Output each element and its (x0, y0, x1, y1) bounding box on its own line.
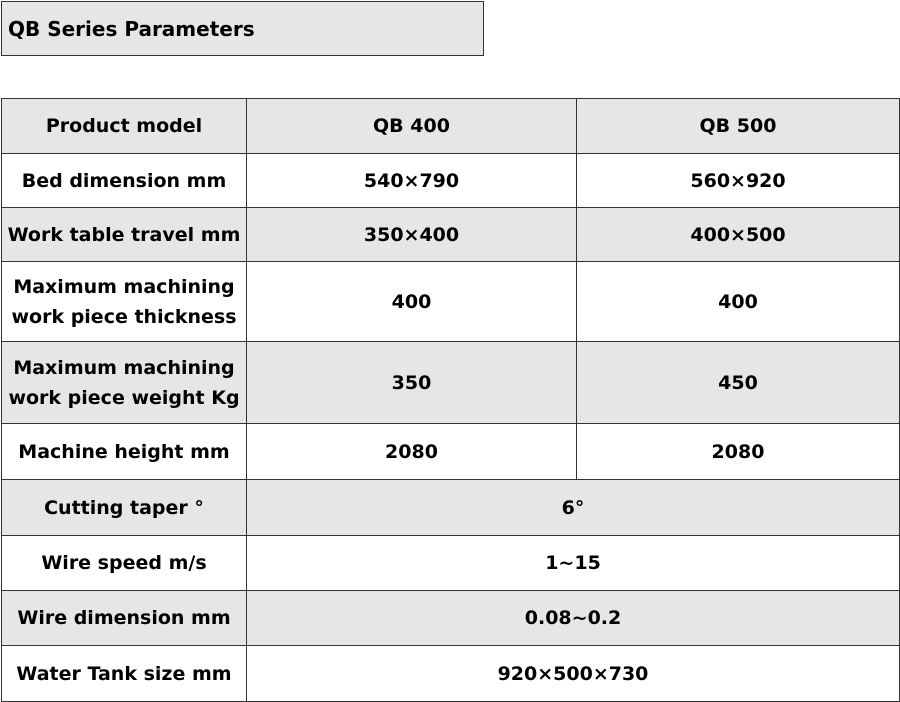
row-value-qb500: 560×920 (577, 154, 900, 208)
row-value-qb400: 400 (247, 262, 577, 342)
row-label: Wire dimension mm (2, 591, 247, 646)
row-value-qb400: 2080 (247, 424, 577, 480)
row-value-qb500: 400×500 (577, 208, 900, 262)
row-value-shared: 6° (247, 480, 900, 536)
row-label: Water Tank size mm (2, 646, 247, 702)
row-value-shared: 920×500×730 (247, 646, 900, 702)
table-header-row (2, 99, 900, 154)
parameters-table (1, 98, 900, 702)
row-value-qb400: 350 (247, 342, 577, 424)
row-value-qb500: 2080 (577, 424, 900, 480)
row-value-shared: 1~15 (247, 536, 900, 591)
row-value-qb500: 400 (577, 262, 900, 342)
table-row (2, 646, 900, 702)
row-value-shared: 0.08~0.2 (247, 591, 900, 646)
row-label: Work table travel mm (2, 208, 247, 262)
header-model-qb400: QB 400 (247, 99, 577, 154)
header-label: Product model (2, 99, 247, 154)
table-row (2, 208, 900, 262)
row-label: Maximum machining work piece weight Kg (2, 342, 247, 424)
row-label: Machine height mm (2, 424, 247, 480)
header-model-qb500: QB 500 (577, 99, 900, 154)
row-label: Bed dimension mm (2, 154, 247, 208)
row-label: Cutting taper ° (2, 480, 247, 536)
row-label: Maximum machining work piece thickness (2, 262, 247, 342)
table-row (2, 480, 900, 536)
row-value-qb400: 540×790 (247, 154, 577, 208)
row-value-qb500: 450 (577, 342, 900, 424)
table-row (2, 536, 900, 591)
table-row (2, 342, 900, 424)
row-value-qb400: 350×400 (247, 208, 577, 262)
table-row (2, 591, 900, 646)
row-label: Wire speed m/s (2, 536, 247, 591)
table-row (2, 154, 900, 208)
page-title: QB Series Parameters (1, 1, 484, 56)
table-row (2, 424, 900, 480)
table-row (2, 262, 900, 342)
